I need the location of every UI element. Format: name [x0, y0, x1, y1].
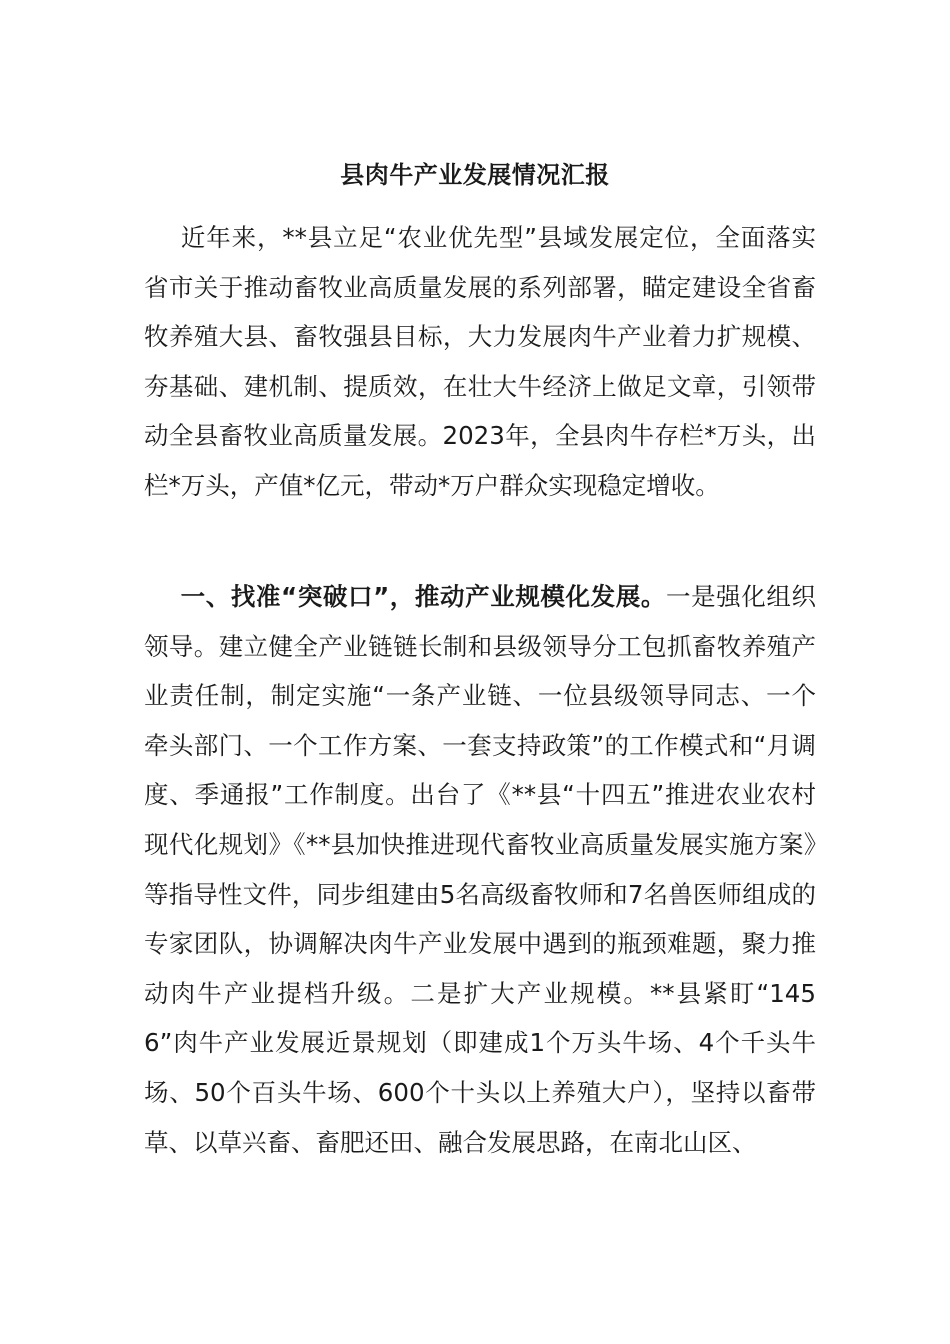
paragraph-intro: [144, 213, 816, 511]
paragraph-section-1: [144, 572, 816, 1167]
document-title: 县肉牛产业发展情况汇报: [340, 161, 610, 189]
section-1-heading: 一、找准“突破口”，推动产业规模化发展。: [180, 582, 666, 611]
paragraph-intro-text: 近年来，**县立足“农业优先型”县域发展定位，全面落实省市关于推动畜牧业高质量发展的系列部署，瞄定建设全省畜牧养殖大县、畜牧强县目标，大力发展肉牛产业着力扩规模、夯基础、建机制、提质效，在壮大牛经济上做足文章，引领带动全县畜牧业高质量发展。2023年，全县肉牛存栏*万头，出栏*万头，产值*亿元，带动*万户群众实现稳定增收。: [144, 223, 816, 500]
section-1-body: 一是强化组织领导。建立健全产业链链长制和县级领导分工包抓畜牧养殖产业责任制，制定实施“一条产业链、一位县级领导同志、一个牵头部门、一个工作方案、一套支持政策”的工作模式和“月调度、季通报”工作制度。出台了《**县“十四五”推进农业农村现代化规划》《**县加快推进现代畜牧业高质量发展实施方案》等指导性文件，同步组建由5名高级畜牧师和7名兽医师组成的专家团队，协调解决肉牛产业发展中遇到的瓶颈难题，聚力推动肉牛产业提档升级。二是扩大产业规模。**县紧盯“1456”肉牛产业发展近景规划（即建成1个万头牛场、4个千头牛场、50个百头牛场、600个十头以上养殖大户），坚持以畜带草、以草兴畜、畜肥还田、融合发展思路，在南北山区、: [144, 582, 817, 1157]
